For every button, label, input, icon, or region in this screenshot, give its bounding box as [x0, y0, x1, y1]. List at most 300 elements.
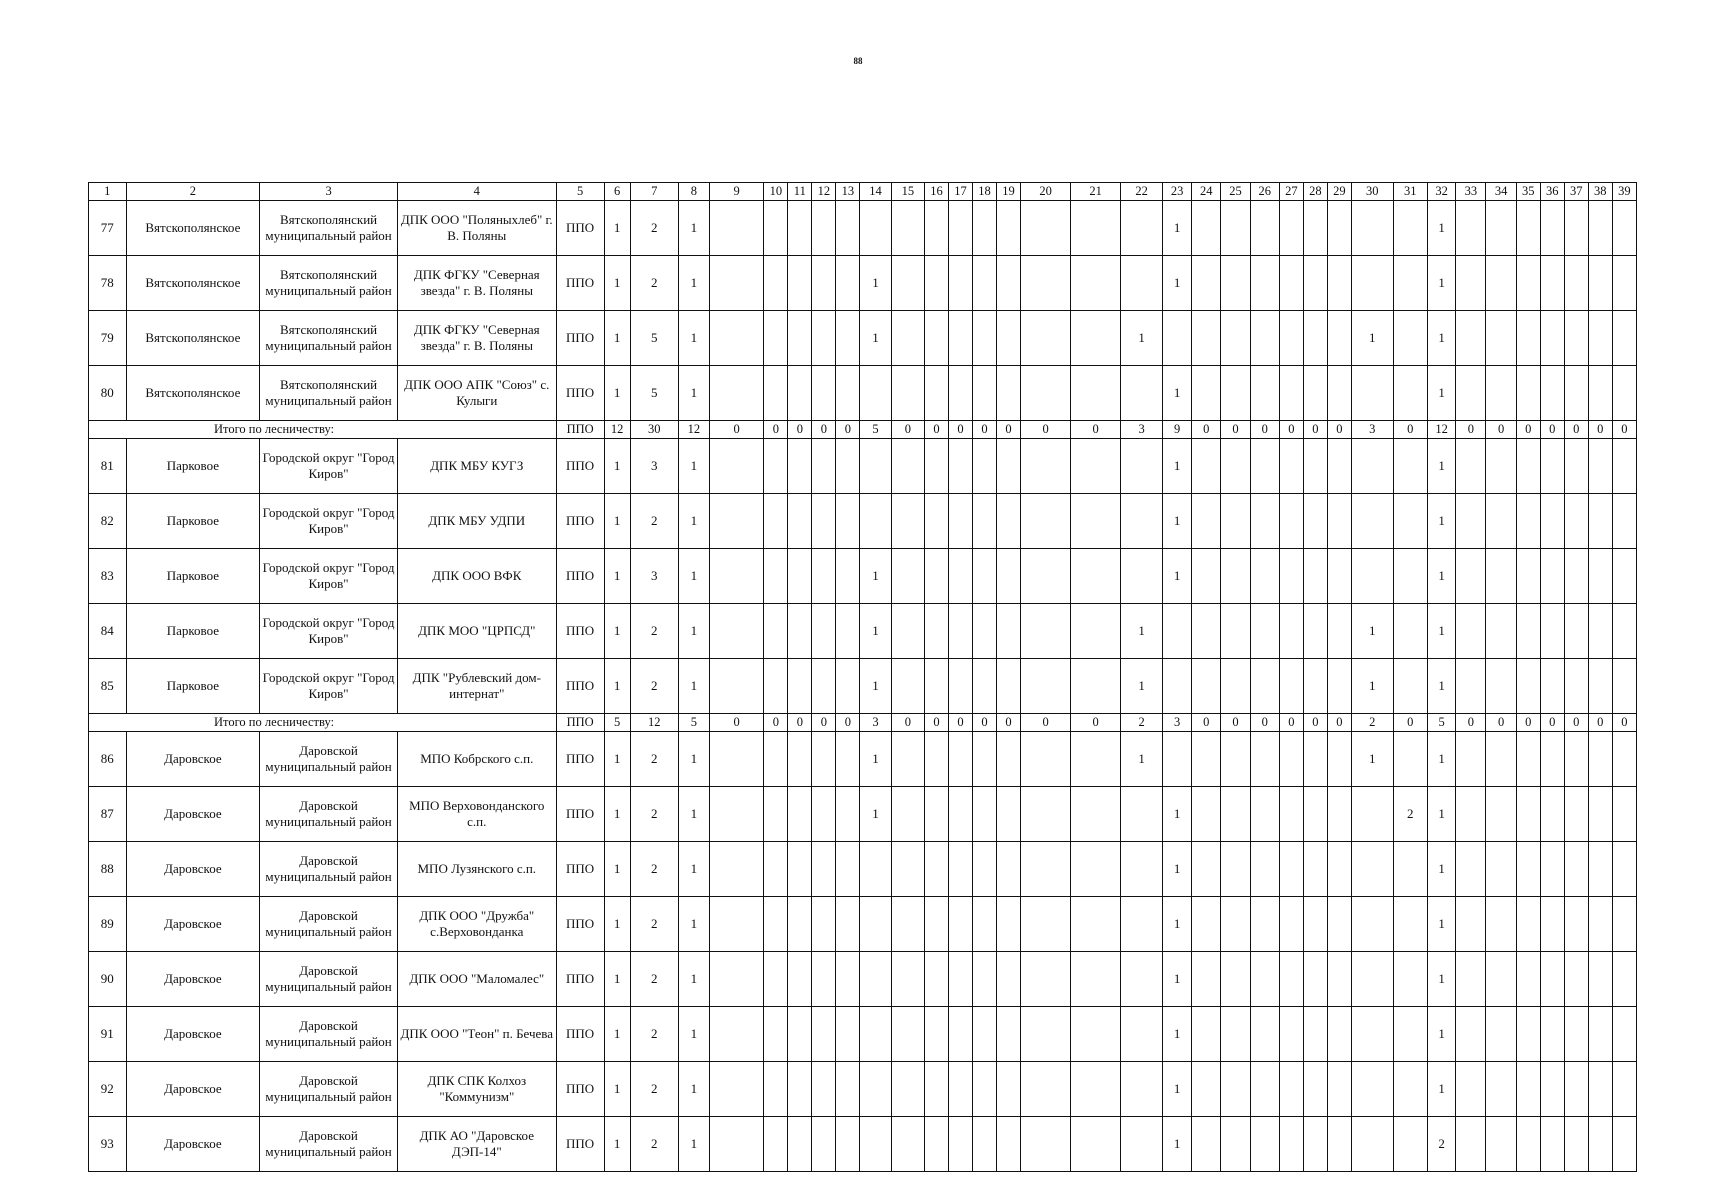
table-row: [89, 732, 1637, 787]
row-number-cell: 78: [89, 256, 127, 311]
table-cell: [836, 842, 860, 897]
table-cell: [1192, 732, 1221, 787]
column-number-cell: 26: [1250, 183, 1279, 201]
table-cell: [1564, 952, 1588, 1007]
table-cell: [1121, 439, 1163, 494]
table-cell: 1: [604, 732, 630, 787]
table-cell: [1021, 787, 1071, 842]
table-cell: 1: [1428, 201, 1456, 256]
table-cell: [788, 604, 812, 659]
subtotal-cell: 5: [860, 421, 891, 439]
column-number-cell: 24: [1192, 183, 1221, 201]
table-cell: 1: [678, 952, 709, 1007]
table-cell: [1121, 549, 1163, 604]
table-cell: [1303, 256, 1327, 311]
column-number-cell: 19: [997, 183, 1021, 201]
table-cell: [891, 604, 924, 659]
table-cell: [1071, 659, 1121, 714]
table-cell: 1: [678, 1062, 709, 1117]
table-cell: [1279, 494, 1303, 549]
organization-cell: ДПК МБУ УДПИ: [397, 494, 556, 549]
table-cell: [1192, 311, 1221, 366]
table-cell: [1221, 787, 1250, 842]
table-cell: [1279, 549, 1303, 604]
column-number-cell: 25: [1221, 183, 1250, 201]
table-cell: [1588, 494, 1612, 549]
table-cell: [1540, 549, 1564, 604]
table-cell: [1279, 311, 1303, 366]
table-cell: [1540, 732, 1564, 787]
table-cell: [764, 952, 788, 1007]
table-cell: 1: [678, 201, 709, 256]
table-cell: [925, 201, 949, 256]
table-cell: [1516, 494, 1540, 549]
district-cell: Даровской муниципальный район: [260, 787, 398, 842]
table-cell: [891, 494, 924, 549]
table-cell: [1071, 732, 1121, 787]
table-cell: [1279, 842, 1303, 897]
type-cell: ППО: [556, 201, 604, 256]
table-cell: [1588, 311, 1612, 366]
table-cell: [1021, 439, 1071, 494]
organization-cell: МПО Верховонданского с.п.: [397, 787, 556, 842]
table-cell: 1: [1428, 787, 1456, 842]
district-cell: Даровской муниципальный район: [260, 1062, 398, 1117]
row-number-cell: 79: [89, 311, 127, 366]
table-cell: [1221, 732, 1250, 787]
table-cell: 2: [630, 1007, 678, 1062]
table-cell: [1564, 549, 1588, 604]
table-cell: 1: [678, 659, 709, 714]
table-cell: [997, 952, 1021, 1007]
table-cell: [1250, 201, 1279, 256]
subtotal-cell: 0: [1486, 421, 1516, 439]
district-cell: Даровской муниципальный район: [260, 952, 398, 1007]
table-cell: [1250, 439, 1279, 494]
table-cell: [1456, 1117, 1486, 1172]
table-cell: [1516, 201, 1540, 256]
table-cell: [1250, 659, 1279, 714]
table-cell: 2: [1393, 787, 1427, 842]
table-cell: [1021, 732, 1071, 787]
column-number-cell: 5: [556, 183, 604, 201]
table-cell: [1192, 439, 1221, 494]
table-cell: [1393, 1062, 1427, 1117]
type-cell: ППО: [556, 732, 604, 787]
table-cell: [860, 439, 891, 494]
table-cell: [1564, 1007, 1588, 1062]
table-cell: [1221, 1062, 1250, 1117]
table-cell: [1303, 439, 1327, 494]
table-cell: [1303, 201, 1327, 256]
table-cell: [925, 366, 949, 421]
table-cell: [836, 952, 860, 1007]
table-cell: [788, 659, 812, 714]
table-cell: [949, 256, 973, 311]
table-cell: [1393, 842, 1427, 897]
table-cell: [1250, 366, 1279, 421]
page-number: 88: [853, 56, 863, 66]
table-cell: [1221, 311, 1250, 366]
table-cell: 1: [604, 897, 630, 952]
table-cell: [788, 256, 812, 311]
subtotal-cell: 0: [1327, 714, 1351, 732]
table-cell: [860, 1117, 891, 1172]
table-cell: 1: [1428, 1007, 1456, 1062]
table-cell: [812, 1007, 836, 1062]
subtotal-cell: 0: [891, 421, 924, 439]
table-cell: [1612, 732, 1636, 787]
subtotal-cell: 0: [1071, 421, 1121, 439]
table-cell: [1612, 897, 1636, 952]
table-cell: [1456, 256, 1486, 311]
table-cell: [949, 311, 973, 366]
table-cell: 1: [604, 1117, 630, 1172]
table-cell: [1221, 1007, 1250, 1062]
table-cell: [973, 1007, 997, 1062]
subtotal-cell: 0: [788, 714, 812, 732]
table-cell: [1516, 952, 1540, 1007]
table-cell: 1: [604, 659, 630, 714]
table-cell: [1486, 787, 1516, 842]
table-cell: [764, 1062, 788, 1117]
table-cell: [710, 1007, 764, 1062]
table-cell: [1071, 311, 1121, 366]
table-cell: [764, 549, 788, 604]
table-cell: [1250, 732, 1279, 787]
table-cell: [1588, 439, 1612, 494]
table-cell: [1121, 787, 1163, 842]
table-cell: [710, 494, 764, 549]
table-cell: 1: [604, 952, 630, 1007]
type-cell: ППО: [556, 1117, 604, 1172]
subtotal-cell: 0: [788, 421, 812, 439]
table-cell: [836, 604, 860, 659]
table-cell: [1564, 1117, 1588, 1172]
table-row: [89, 897, 1637, 952]
subtotal-cell: 0: [1303, 714, 1327, 732]
table-cell: [997, 732, 1021, 787]
table-cell: [710, 842, 764, 897]
subtotal-row: [89, 714, 1637, 732]
table-cell: 1: [678, 366, 709, 421]
table-cell: [1486, 256, 1516, 311]
table-cell: [1456, 549, 1486, 604]
subtotal-cell: 9: [1162, 421, 1191, 439]
table-cell: [1393, 311, 1427, 366]
table-cell: 1: [1162, 549, 1191, 604]
table-cell: [1327, 256, 1351, 311]
table-cell: 3: [630, 439, 678, 494]
table-cell: 1: [1428, 659, 1456, 714]
district-cell: Городской округ "Город Киров": [260, 494, 398, 549]
table-cell: [1486, 366, 1516, 421]
table-cell: [1221, 952, 1250, 1007]
table-cell: [1279, 201, 1303, 256]
table-row: [89, 256, 1637, 311]
table-cell: [788, 1117, 812, 1172]
column-number-cell: 7: [630, 183, 678, 201]
table-cell: [1192, 787, 1221, 842]
subtotal-cell: 0: [1456, 714, 1486, 732]
table-cell: [1516, 842, 1540, 897]
table-cell: [788, 787, 812, 842]
table-cell: [1303, 549, 1327, 604]
table-cell: 1: [604, 842, 630, 897]
organization-cell: ДПК ООО ВФК: [397, 549, 556, 604]
table-cell: [836, 659, 860, 714]
column-number-cell: 14: [860, 183, 891, 201]
table-cell: [1393, 256, 1427, 311]
table-cell: [1612, 1007, 1636, 1062]
table-cell: [788, 1062, 812, 1117]
table-cell: [1588, 897, 1612, 952]
district-cell: Даровской муниципальный район: [260, 1007, 398, 1062]
table-cell: [1279, 1007, 1303, 1062]
table-cell: 1: [678, 439, 709, 494]
forestry-cell: Даровское: [126, 1117, 260, 1172]
subtotal-cell: 0: [949, 421, 973, 439]
table-cell: [925, 1117, 949, 1172]
table-cell: [1250, 256, 1279, 311]
table-row: [89, 842, 1637, 897]
table-cell: [1486, 604, 1516, 659]
table-cell: [1486, 494, 1516, 549]
organization-cell: ДПК МОО "ЦРПСД": [397, 604, 556, 659]
table-cell: [1351, 494, 1393, 549]
subtotal-cell: 30: [630, 421, 678, 439]
table-cell: [1456, 1062, 1486, 1117]
table-cell: [1121, 1117, 1163, 1172]
table-cell: [1250, 952, 1279, 1007]
table-cell: [764, 842, 788, 897]
subtotal-label: Итого по лесничеству:: [89, 714, 557, 732]
table-cell: [1564, 659, 1588, 714]
subtotal-cell: 0: [949, 714, 973, 732]
table-cell: [949, 952, 973, 1007]
table-cell: [925, 787, 949, 842]
organization-cell: ДПК "Рублевский дом-интернат": [397, 659, 556, 714]
table-cell: [1516, 1117, 1540, 1172]
table-cell: [1250, 549, 1279, 604]
column-number-row: [89, 183, 1637, 201]
table-cell: [1564, 604, 1588, 659]
table-cell: [1121, 897, 1163, 952]
column-number-cell: 36: [1540, 183, 1564, 201]
table-cell: [1393, 1117, 1427, 1172]
table-cell: [1351, 549, 1393, 604]
table-cell: 1: [1428, 732, 1456, 787]
table-cell: [1588, 732, 1612, 787]
table-cell: 1: [678, 604, 709, 659]
subtotal-cell: 0: [1393, 714, 1427, 732]
type-cell: ППО: [556, 366, 604, 421]
table-cell: [925, 311, 949, 366]
subtotal-cell: 0: [1279, 714, 1303, 732]
organization-cell: ДПК ООО "Дружба" с.Верховонданка: [397, 897, 556, 952]
table-cell: [1393, 659, 1427, 714]
table-cell: [812, 732, 836, 787]
table-cell: [949, 1062, 973, 1117]
table-cell: [1564, 494, 1588, 549]
table-cell: [997, 494, 1021, 549]
subtotal-cell: 0: [973, 421, 997, 439]
row-number-cell: 90: [89, 952, 127, 1007]
subtotal-cell: 0: [1588, 421, 1612, 439]
table-cell: [788, 732, 812, 787]
table-cell: [1021, 952, 1071, 1007]
subtotal-cell: 0: [1192, 421, 1221, 439]
table-cell: [997, 549, 1021, 604]
subtotal-cell: 0: [1250, 714, 1279, 732]
table-cell: [1393, 604, 1427, 659]
table-cell: [997, 201, 1021, 256]
subtotal-cell: 3: [1162, 714, 1191, 732]
subtotal-cell: 5: [604, 714, 630, 732]
table-cell: [836, 1062, 860, 1117]
column-number-cell: 39: [1612, 183, 1636, 201]
table-cell: [997, 1007, 1021, 1062]
subtotal-cell: 0: [1486, 714, 1516, 732]
table-cell: [1516, 1007, 1540, 1062]
subtotal-cell: 0: [1588, 714, 1612, 732]
district-cell: Городской округ "Город Киров": [260, 659, 398, 714]
table-cell: [1279, 1117, 1303, 1172]
table-cell: [836, 256, 860, 311]
table-row: [89, 311, 1637, 366]
table-cell: [836, 201, 860, 256]
table-cell: [710, 659, 764, 714]
table-cell: 1: [1121, 311, 1163, 366]
table-cell: 1: [604, 439, 630, 494]
table-cell: [812, 842, 836, 897]
table-cell: [1351, 366, 1393, 421]
table-cell: [1303, 1117, 1327, 1172]
table-row: [89, 494, 1637, 549]
table-cell: 1: [678, 256, 709, 311]
table-cell: [1612, 494, 1636, 549]
table-cell: [1327, 952, 1351, 1007]
table-cell: 1: [604, 604, 630, 659]
table-cell: [1071, 952, 1121, 1007]
table-cell: [997, 842, 1021, 897]
table-cell: [764, 366, 788, 421]
table-cell: [1351, 897, 1393, 952]
table-cell: 1: [604, 366, 630, 421]
table-cell: [1351, 787, 1393, 842]
table-cell: [836, 494, 860, 549]
table-cell: [1456, 1007, 1486, 1062]
table-cell: [1456, 842, 1486, 897]
table-cell: [1021, 311, 1071, 366]
table-cell: [1021, 897, 1071, 952]
table-cell: [949, 201, 973, 256]
table-cell: [997, 1062, 1021, 1117]
column-number-cell: 9: [710, 183, 764, 201]
table-cell: 2: [630, 842, 678, 897]
table-cell: [1021, 659, 1071, 714]
register-table-body: [89, 183, 1637, 1172]
table-cell: [1516, 256, 1540, 311]
type-cell: ППО: [556, 787, 604, 842]
table-cell: [1456, 732, 1486, 787]
district-cell: Даровской муниципальный район: [260, 732, 398, 787]
type-cell: ППО: [556, 604, 604, 659]
table-cell: [788, 549, 812, 604]
subtotal-cell: 0: [812, 714, 836, 732]
table-cell: [1612, 366, 1636, 421]
table-cell: [710, 897, 764, 952]
table-cell: [1540, 201, 1564, 256]
table-cell: [1351, 256, 1393, 311]
table-cell: [1327, 787, 1351, 842]
table-cell: [973, 659, 997, 714]
table-cell: [1564, 366, 1588, 421]
table-cell: [1588, 201, 1612, 256]
column-number-cell: 4: [397, 183, 556, 201]
table-cell: [949, 732, 973, 787]
table-cell: 5: [630, 311, 678, 366]
subtotal-cell: 0: [973, 714, 997, 732]
table-cell: [891, 897, 924, 952]
table-cell: [1327, 494, 1351, 549]
table-cell: 2: [630, 1062, 678, 1117]
table-row: [89, 1117, 1637, 1172]
table-cell: [949, 439, 973, 494]
table-cell: [891, 439, 924, 494]
subtotal-cell: 0: [1516, 714, 1540, 732]
subtotal-cell: 0: [1192, 714, 1221, 732]
table-cell: [1612, 439, 1636, 494]
table-cell: [1486, 1007, 1516, 1062]
table-cell: 1: [1428, 439, 1456, 494]
column-number-cell: 20: [1021, 183, 1071, 201]
table-cell: [1486, 659, 1516, 714]
district-cell: Вятскополянский муниципальный район: [260, 311, 398, 366]
table-cell: [1279, 256, 1303, 311]
table-cell: [710, 732, 764, 787]
table-cell: 1: [1121, 604, 1163, 659]
column-number-cell: 27: [1279, 183, 1303, 201]
column-number-cell: 8: [678, 183, 709, 201]
table-cell: [1564, 256, 1588, 311]
type-cell: ППО: [556, 256, 604, 311]
table-cell: [860, 494, 891, 549]
table-cell: [1486, 952, 1516, 1007]
table-cell: [764, 604, 788, 659]
table-cell: [710, 549, 764, 604]
table-row: [89, 659, 1637, 714]
organization-cell: ДПК МБУ КУГЗ: [397, 439, 556, 494]
type-cell: ППО: [556, 439, 604, 494]
column-number-cell: 12: [812, 183, 836, 201]
table-cell: 1: [1162, 494, 1191, 549]
table-cell: [1221, 439, 1250, 494]
table-cell: [973, 1062, 997, 1117]
type-cell: ППО: [556, 659, 604, 714]
table-cell: [1516, 439, 1540, 494]
table-cell: [836, 1007, 860, 1062]
table-cell: 1: [1162, 366, 1191, 421]
table-cell: [891, 732, 924, 787]
table-cell: [1071, 366, 1121, 421]
table-cell: [764, 494, 788, 549]
column-number-cell: 10: [764, 183, 788, 201]
table-cell: [1612, 659, 1636, 714]
table-cell: [1303, 366, 1327, 421]
column-number-cell: 31: [1393, 183, 1427, 201]
table-cell: [1192, 494, 1221, 549]
